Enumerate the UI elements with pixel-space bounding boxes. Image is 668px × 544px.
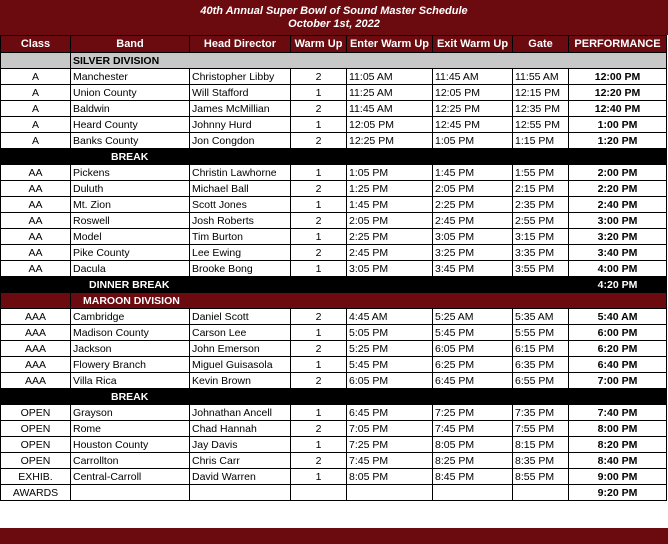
cell-gate: 12:35 PM bbox=[513, 101, 569, 117]
cell-class: OPEN bbox=[1, 405, 71, 421]
cell-director: Lee Ewing bbox=[190, 245, 291, 261]
cell-exit: 12:25 PM bbox=[433, 101, 513, 117]
cell-exit: 6:05 PM bbox=[433, 341, 513, 357]
cell-gate: 3:55 PM bbox=[513, 261, 569, 277]
col-performance: PERFORMANCE bbox=[569, 36, 667, 53]
schedule-row bbox=[1, 309, 667, 325]
cell-class: A bbox=[1, 117, 71, 133]
cell-enter: 11:45 AM bbox=[347, 101, 433, 117]
section-silver-division bbox=[1, 53, 667, 69]
cell-enter: 2:45 PM bbox=[347, 245, 433, 261]
cell-director: Johnathan Ancell bbox=[190, 405, 291, 421]
cell-gate: 3:15 PM bbox=[513, 229, 569, 245]
cell-enter: 5:25 PM bbox=[347, 341, 433, 357]
cell-band: Union County bbox=[71, 85, 190, 101]
cell-enter: 1:05 PM bbox=[347, 165, 433, 181]
cell-gate: 5:55 PM bbox=[513, 325, 569, 341]
cell-enter: 6:45 PM bbox=[347, 405, 433, 421]
cell-warmup: 2 bbox=[291, 245, 347, 261]
cell-exit: 5:45 PM bbox=[433, 325, 513, 341]
cell-exit: 6:25 PM bbox=[433, 357, 513, 373]
cell-gate: 2:35 PM bbox=[513, 197, 569, 213]
cell-warmup: 1 bbox=[291, 197, 347, 213]
schedule-row bbox=[1, 85, 667, 101]
cell-warmup: 2 bbox=[291, 213, 347, 229]
title-line-2: October 1st, 2022 bbox=[288, 18, 380, 30]
cell-performance: 12:40 PM bbox=[569, 101, 667, 117]
cell-performance: 8:40 PM bbox=[569, 453, 667, 469]
cell-class: OPEN bbox=[1, 453, 71, 469]
cell-exit: 12:05 PM bbox=[433, 85, 513, 101]
schedule-row bbox=[1, 197, 667, 213]
cell-band: Rome bbox=[71, 421, 190, 437]
cell-director: James McMillian bbox=[190, 101, 291, 117]
cell-warmup: 2 bbox=[291, 341, 347, 357]
cell-performance: 4:00 PM bbox=[569, 261, 667, 277]
cell-band: Heard County bbox=[71, 117, 190, 133]
cell-warmup: 1 bbox=[291, 325, 347, 341]
cell-band: Flowery Branch bbox=[71, 357, 190, 373]
cell-warmup: 2 bbox=[291, 309, 347, 325]
cell-performance: 2:40 PM bbox=[569, 197, 667, 213]
cell-enter: 8:05 PM bbox=[347, 469, 433, 485]
schedule-row bbox=[1, 165, 667, 181]
cell-gate: 2:15 PM bbox=[513, 181, 569, 197]
cell-director: Christopher Libby bbox=[190, 69, 291, 85]
cell-band: Grayson bbox=[71, 405, 190, 421]
col-enter: Enter Warm Up bbox=[347, 36, 433, 53]
cell-gate: 6:35 PM bbox=[513, 357, 569, 373]
col-warmup: Warm Up bbox=[291, 36, 347, 53]
cell-class: AAA bbox=[1, 373, 71, 389]
schedule-row bbox=[1, 101, 667, 117]
cell-class: AAA bbox=[1, 357, 71, 373]
section-dinner-break bbox=[1, 277, 667, 293]
cell-director: John Emerson bbox=[190, 341, 291, 357]
cell-warmup: 2 bbox=[291, 181, 347, 197]
cell-warmup: 2 bbox=[291, 101, 347, 117]
schedule-row bbox=[1, 133, 667, 149]
cell-class: AWARDS bbox=[1, 485, 71, 501]
cell-director: Chris Carr bbox=[190, 453, 291, 469]
schedule-row bbox=[1, 405, 667, 421]
awards-row bbox=[1, 485, 667, 501]
cell-director: Brooke Bong bbox=[190, 261, 291, 277]
cell-exit: 5:25 AM bbox=[433, 309, 513, 325]
cell-gate: 6:15 PM bbox=[513, 341, 569, 357]
cell-performance: 1:00 PM bbox=[569, 117, 667, 133]
cell-enter: 7:25 PM bbox=[347, 437, 433, 453]
section-break-2 bbox=[1, 389, 667, 405]
cell-performance: 2:20 PM bbox=[569, 181, 667, 197]
cell-warmup: 2 bbox=[291, 69, 347, 85]
cell-enter: 1:45 PM bbox=[347, 197, 433, 213]
cell-warmup: 2 bbox=[291, 133, 347, 149]
cell-band: Roswell bbox=[71, 213, 190, 229]
cell-enter: 11:05 AM bbox=[347, 69, 433, 85]
section-label: SILVER DIVISION bbox=[71, 53, 667, 69]
cell-gate: 2:55 PM bbox=[513, 213, 569, 229]
cell-gate: 12:55 PM bbox=[513, 117, 569, 133]
cell-gate: 12:15 PM bbox=[513, 85, 569, 101]
cell-director: Jon Congdon bbox=[190, 133, 291, 149]
cell-director: Scott Jones bbox=[190, 197, 291, 213]
cell-band: Cambridge bbox=[71, 309, 190, 325]
cell-performance: 6:20 PM bbox=[569, 341, 667, 357]
cell-warmup: 2 bbox=[291, 373, 347, 389]
cell-gate: 8:35 PM bbox=[513, 453, 569, 469]
cell-gate: 3:35 PM bbox=[513, 245, 569, 261]
cell-director: Josh Roberts bbox=[190, 213, 291, 229]
cell-director: Carson Lee bbox=[190, 325, 291, 341]
cell-exit: 12:45 PM bbox=[433, 117, 513, 133]
schedule-row bbox=[1, 421, 667, 437]
cell-enter: 5:05 PM bbox=[347, 325, 433, 341]
cell-warmup: 1 bbox=[291, 261, 347, 277]
cell-band: Carrollton bbox=[71, 453, 190, 469]
cell-exit: 8:05 PM bbox=[433, 437, 513, 453]
cell-exit: 2:05 PM bbox=[433, 181, 513, 197]
footer-bar bbox=[0, 528, 668, 544]
section-label: MAROON DIVISION bbox=[71, 293, 667, 309]
cell-exit: 8:45 PM bbox=[433, 469, 513, 485]
schedule-row bbox=[1, 261, 667, 277]
cell-band: Jackson bbox=[71, 341, 190, 357]
cell-enter: 12:05 PM bbox=[347, 117, 433, 133]
section-label: BREAK bbox=[71, 389, 667, 405]
cell-band: Dacula bbox=[71, 261, 190, 277]
cell-performance: 3:20 PM bbox=[569, 229, 667, 245]
cell-band: Villa Rica bbox=[71, 373, 190, 389]
col-band: Band bbox=[71, 36, 190, 53]
schedule-row bbox=[1, 357, 667, 373]
schedule-row bbox=[1, 117, 667, 133]
cell-warmup: 2 bbox=[291, 453, 347, 469]
cell-class: AAA bbox=[1, 309, 71, 325]
cell-performance: 7:00 PM bbox=[569, 373, 667, 389]
dinner-time: 4:20 PM bbox=[569, 277, 667, 293]
schedule-row bbox=[1, 469, 667, 485]
cell-class: AAA bbox=[1, 325, 71, 341]
cell-gate: 1:15 PM bbox=[513, 133, 569, 149]
cell-director: Will Stafford bbox=[190, 85, 291, 101]
cell-class: A bbox=[1, 85, 71, 101]
cell-director: Chad Hannah bbox=[190, 421, 291, 437]
cell-enter: 2:25 PM bbox=[347, 229, 433, 245]
cell-gate: 6:55 PM bbox=[513, 373, 569, 389]
schedule-table bbox=[0, 35, 667, 501]
cell-class: AA bbox=[1, 181, 71, 197]
cell-performance: 7:40 PM bbox=[569, 405, 667, 421]
cell-enter: 6:05 PM bbox=[347, 373, 433, 389]
cell-warmup: 2 bbox=[291, 421, 347, 437]
cell-director: Kevin Brown bbox=[190, 373, 291, 389]
cell-class: OPEN bbox=[1, 421, 71, 437]
schedule-row bbox=[1, 437, 667, 453]
cell-performance: 3:00 PM bbox=[569, 213, 667, 229]
cell-performance: 3:40 PM bbox=[569, 245, 667, 261]
cell-exit: 7:25 PM bbox=[433, 405, 513, 421]
cell-band: Pickens bbox=[71, 165, 190, 181]
cell-warmup: 1 bbox=[291, 437, 347, 453]
cell-exit: 2:25 PM bbox=[433, 197, 513, 213]
column-header-row bbox=[1, 36, 667, 53]
cell-exit: 6:45 PM bbox=[433, 373, 513, 389]
col-class: Class bbox=[1, 36, 71, 53]
cell-performance: 8:20 PM bbox=[569, 437, 667, 453]
cell-gate: 8:55 PM bbox=[513, 469, 569, 485]
cell-warmup: 1 bbox=[291, 357, 347, 373]
cell-class: AA bbox=[1, 245, 71, 261]
cell-class: AA bbox=[1, 261, 71, 277]
section-break-1 bbox=[1, 149, 667, 165]
cell-performance: 1:20 PM bbox=[569, 133, 667, 149]
schedule-title bbox=[0, 0, 668, 35]
schedule-row bbox=[1, 229, 667, 245]
schedule-row bbox=[1, 213, 667, 229]
cell-enter: 12:25 PM bbox=[347, 133, 433, 149]
cell-performance: 2:00 PM bbox=[569, 165, 667, 181]
schedule-row bbox=[1, 373, 667, 389]
cell-warmup: 1 bbox=[291, 229, 347, 245]
cell-enter: 7:05 PM bbox=[347, 421, 433, 437]
cell-warmup: 1 bbox=[291, 165, 347, 181]
cell-class: AA bbox=[1, 229, 71, 245]
schedule-body bbox=[1, 53, 667, 501]
schedule-row bbox=[1, 69, 667, 85]
cell-performance: 6:40 PM bbox=[569, 357, 667, 373]
cell-warmup: 1 bbox=[291, 405, 347, 421]
cell-class: AA bbox=[1, 165, 71, 181]
cell-band: Banks County bbox=[71, 133, 190, 149]
cell-performance: 9:00 PM bbox=[569, 469, 667, 485]
cell-band: Pike County bbox=[71, 245, 190, 261]
schedule-row bbox=[1, 325, 667, 341]
cell-enter: 2:05 PM bbox=[347, 213, 433, 229]
cell-director: Johnny Hurd bbox=[190, 117, 291, 133]
cell-performance: 9:20 PM bbox=[569, 485, 667, 501]
cell-gate: 1:55 PM bbox=[513, 165, 569, 181]
col-gate: Gate bbox=[513, 36, 569, 53]
cell-exit: 7:45 PM bbox=[433, 421, 513, 437]
cell-class: A bbox=[1, 133, 71, 149]
cell-enter: 4:45 AM bbox=[347, 309, 433, 325]
cell-performance: 5:40 AM bbox=[569, 309, 667, 325]
cell-class: OPEN bbox=[1, 437, 71, 453]
cell-band: Manchester bbox=[71, 69, 190, 85]
section-label: DINNER BREAK bbox=[71, 277, 569, 293]
cell-exit: 8:25 PM bbox=[433, 453, 513, 469]
cell-band: Madison County bbox=[71, 325, 190, 341]
schedule-row bbox=[1, 453, 667, 469]
cell-exit: 3:05 PM bbox=[433, 229, 513, 245]
cell-director: Christin Lawhorne bbox=[190, 165, 291, 181]
col-exit: Exit Warm Up bbox=[433, 36, 513, 53]
cell-warmup: 1 bbox=[291, 117, 347, 133]
cell-performance: 8:00 PM bbox=[569, 421, 667, 437]
cell-exit: 1:05 PM bbox=[433, 133, 513, 149]
schedule-row bbox=[1, 181, 667, 197]
cell-gate: 5:35 AM bbox=[513, 309, 569, 325]
cell-enter: 1:25 PM bbox=[347, 181, 433, 197]
cell-enter: 11:25 AM bbox=[347, 85, 433, 101]
cell-exit: 11:45 AM bbox=[433, 69, 513, 85]
cell-class: EXHIB. bbox=[1, 469, 71, 485]
cell-band: Duluth bbox=[71, 181, 190, 197]
cell-exit: 2:45 PM bbox=[433, 213, 513, 229]
cell-band: Model bbox=[71, 229, 190, 245]
cell-performance: 12:20 PM bbox=[569, 85, 667, 101]
cell-class: A bbox=[1, 101, 71, 117]
cell-gate: 7:55 PM bbox=[513, 421, 569, 437]
cell-exit: 3:45 PM bbox=[433, 261, 513, 277]
cell-class: AA bbox=[1, 213, 71, 229]
cell-director: Daniel Scott bbox=[190, 309, 291, 325]
schedule-row bbox=[1, 245, 667, 261]
cell-director: David Warren bbox=[190, 469, 291, 485]
cell-class: AA bbox=[1, 197, 71, 213]
cell-gate: 7:35 PM bbox=[513, 405, 569, 421]
cell-performance: 12:00 PM bbox=[569, 69, 667, 85]
cell-enter: 7:45 PM bbox=[347, 453, 433, 469]
cell-performance: 6:00 PM bbox=[569, 325, 667, 341]
cell-warmup: 1 bbox=[291, 469, 347, 485]
cell-gate: 11:55 AM bbox=[513, 69, 569, 85]
cell-director: Jay Davis bbox=[190, 437, 291, 453]
col-director: Head Director bbox=[190, 36, 291, 53]
cell-exit: 3:25 PM bbox=[433, 245, 513, 261]
title-line-1: 40th Annual Super Bowl of Sound Master Schedule bbox=[200, 5, 468, 17]
cell-director: Michael Ball bbox=[190, 181, 291, 197]
cell-enter: 3:05 PM bbox=[347, 261, 433, 277]
cell-exit: 1:45 PM bbox=[433, 165, 513, 181]
cell-enter: 5:45 PM bbox=[347, 357, 433, 373]
cell-band: Baldwin bbox=[71, 101, 190, 117]
cell-director: Tim Burton bbox=[190, 229, 291, 245]
cell-band: Houston County bbox=[71, 437, 190, 453]
cell-director: Miguel Guisasola bbox=[190, 357, 291, 373]
cell-band: Mt. Zion bbox=[71, 197, 190, 213]
schedule-row bbox=[1, 341, 667, 357]
section-maroon-division bbox=[1, 293, 667, 309]
cell-band: Central-Carroll bbox=[71, 469, 190, 485]
cell-class: AAA bbox=[1, 341, 71, 357]
section-label: BREAK bbox=[71, 149, 667, 165]
cell-class: A bbox=[1, 69, 71, 85]
cell-gate: 8:15 PM bbox=[513, 437, 569, 453]
cell-warmup: 1 bbox=[291, 85, 347, 101]
